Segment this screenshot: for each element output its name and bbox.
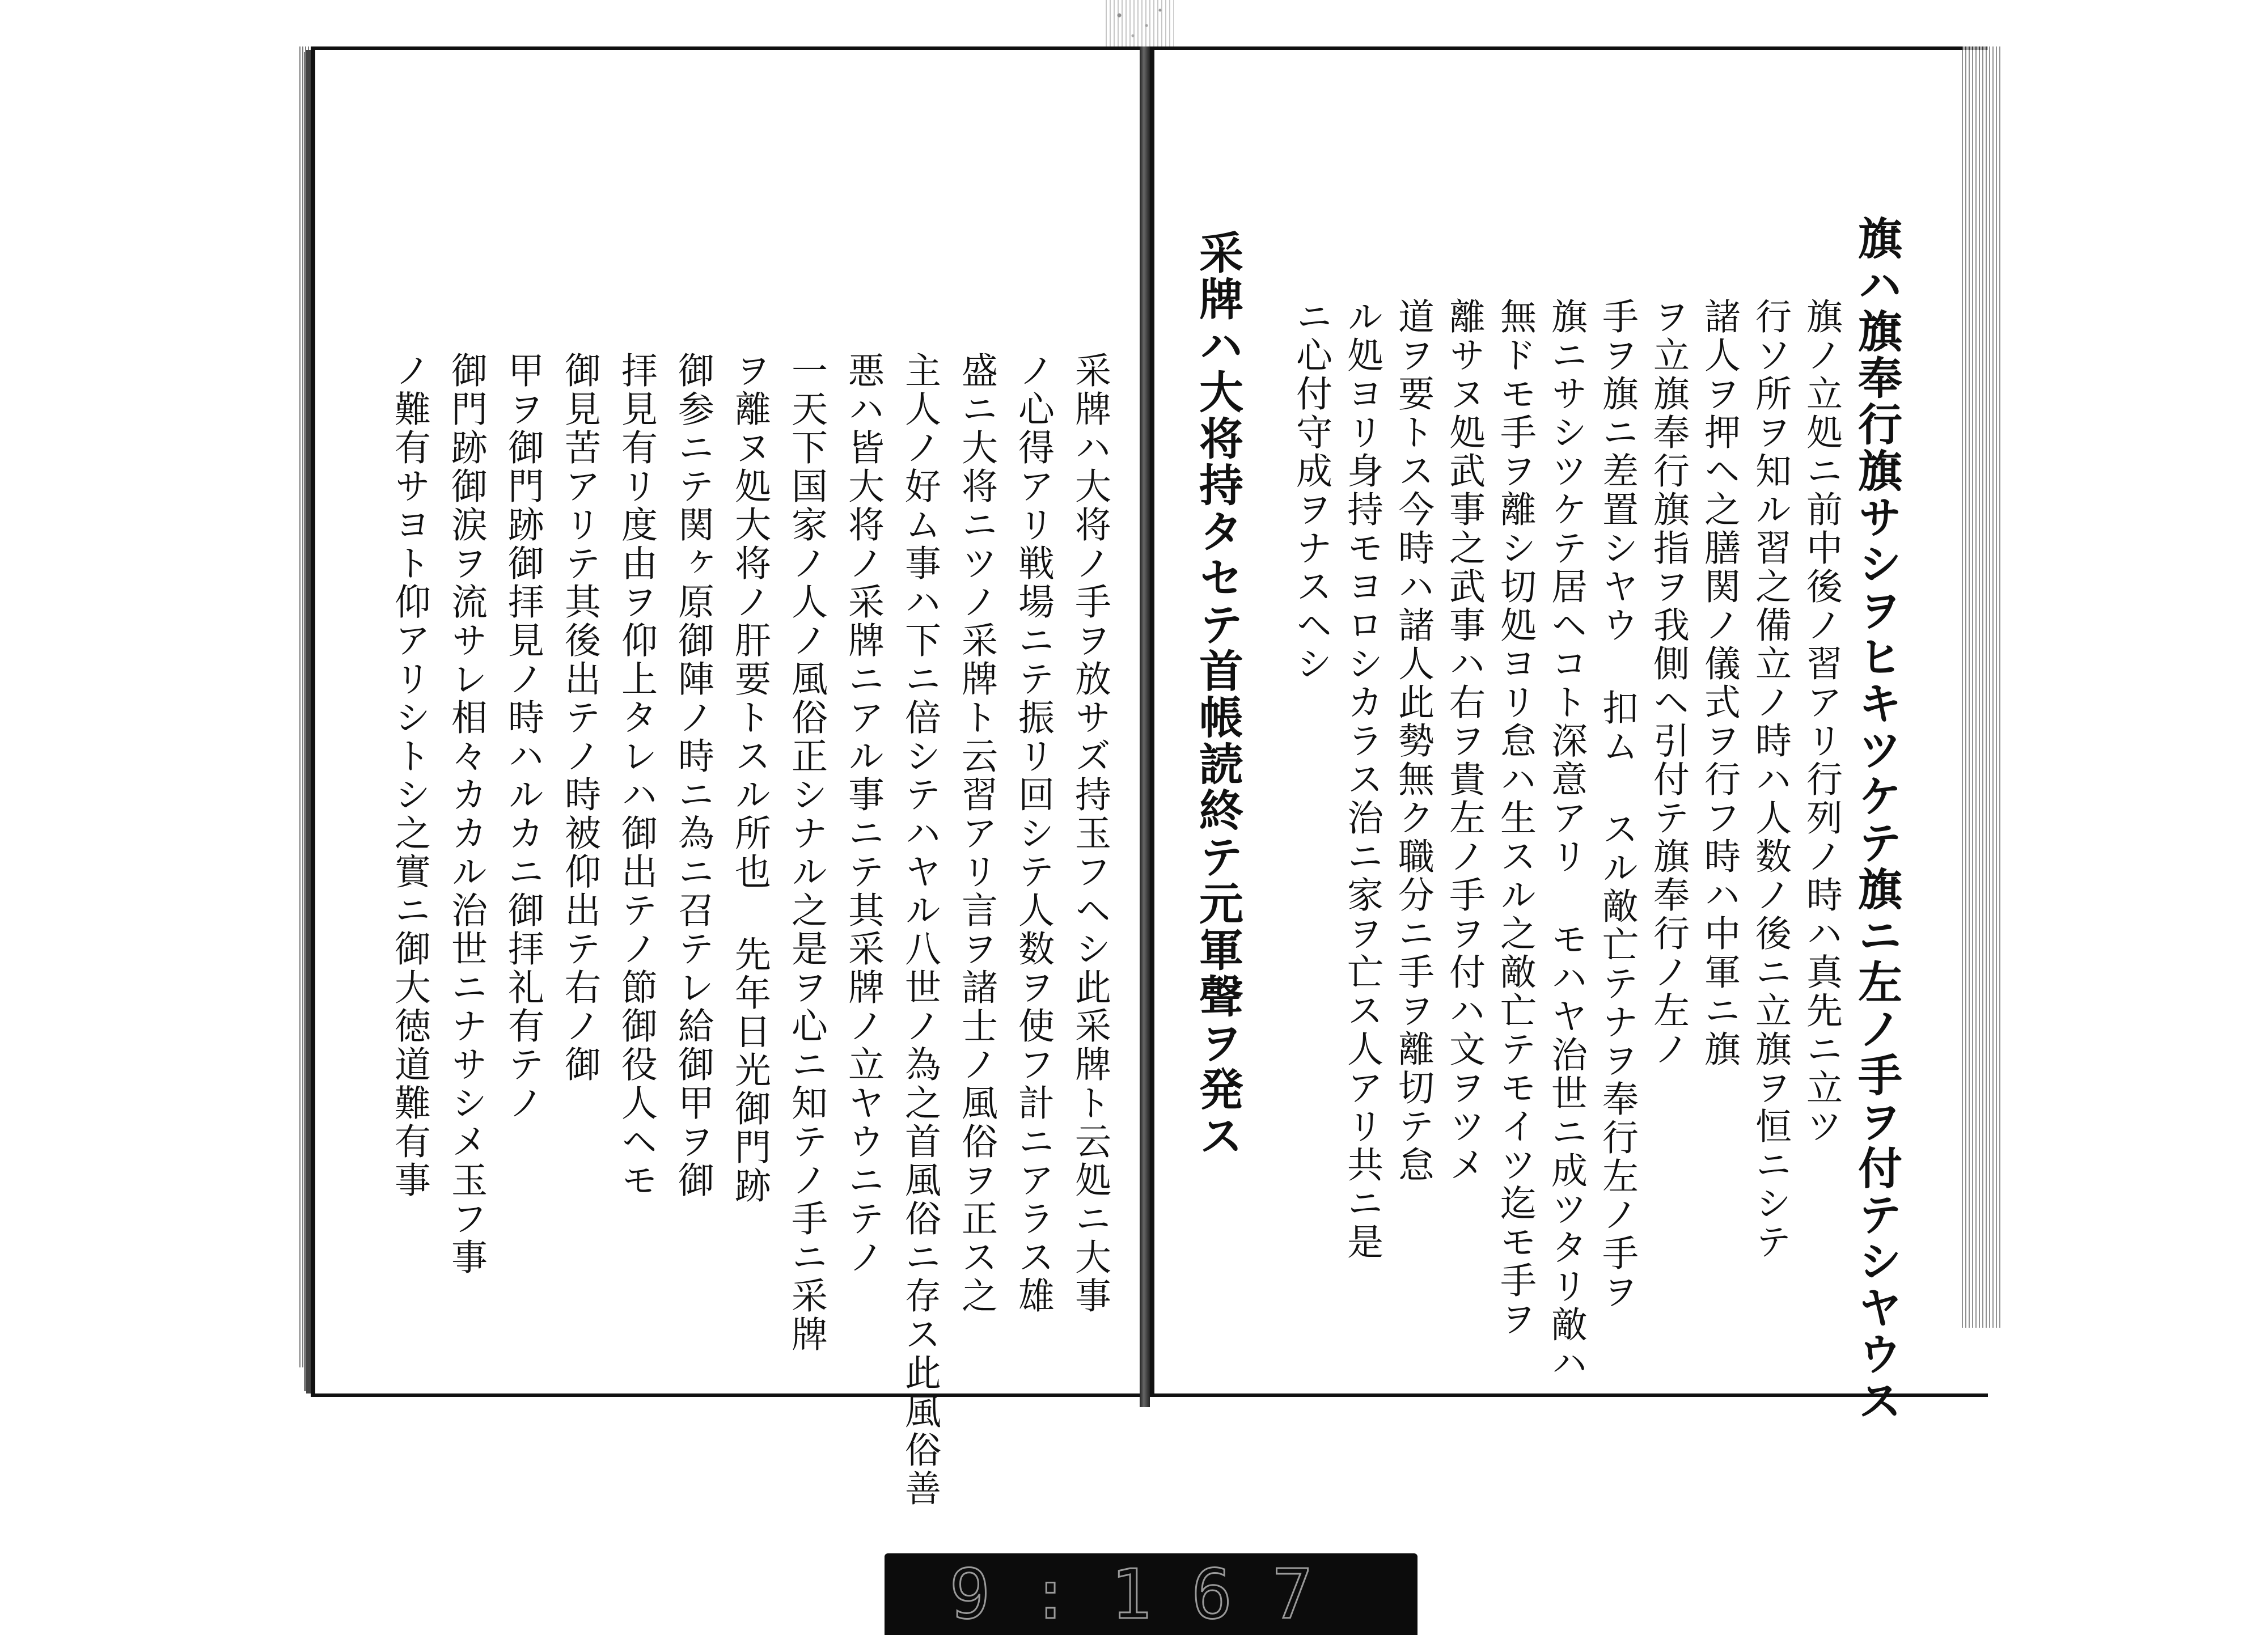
left-page-column-12: 御門跡御涙ヲ流サレ相々カカル治世ニナサシメ玉フ事: [445, 351, 487, 1277]
right-page-column-10: ル処ヨリ身持モヨロシカラス治ニ家ヲ亡ス人アリ共ニ是: [1341, 298, 1383, 1261]
right-page-column-8: 離サヌ処武事之武事ハ右ヲ貴左ノ手ヲ付ハ文ヲツメ: [1443, 298, 1485, 1184]
right-page-column-11: ニ心付守成ヲナスヘシ: [1290, 298, 1332, 683]
left-page-column-3: 盛ニ大将ニツノ采牌ト云習アリ言ヲ諸士ノ風俗ヲ正ス之: [955, 351, 997, 1315]
right-page-column-1: 旗ノ立処ニ前中後ノ習アリ行列ノ時ハ真先ニ立ツ: [1800, 298, 1842, 1146]
left-page-column-9: 拝見有リ度由ヲ仰上タレハ御出テノ節御役人ヘモ: [615, 351, 657, 1200]
right-page-column-6: 旗ニサシツケテ居ヘコト深意アリ モハヤ治世ニ成ツタリ敵ハ: [1545, 298, 1587, 1383]
right-page-column-7: 無ドモ手ヲ離シ切処ヨリ怠ハ生スル之敵亡テモイツ迄モ手ヲ: [1494, 298, 1536, 1339]
left-page-column-5: 悪ハ皆大将ノ采牌ニアル事ニテ其采牌ノ立ヤウニテノ: [842, 351, 884, 1277]
right-page-column-3: 諸人ヲ押ヘ之膳関ノ儀式ヲ行フ時ハ中軍ニ旗: [1698, 298, 1740, 1069]
left-page-column-4: 主人ノ好ム事ハ下ニ倍シテハヤル八世ノ為之首風俗ニ存ス此風俗善: [899, 351, 941, 1508]
left-page-column-13: ノ難有サヨト仰アリシトシ之實ニ御大徳道難有事: [388, 351, 430, 1200]
right-page-closing-column: 采牌ハ大将持タセテ首帳読終テ元軍聲ヲ発ス: [1192, 230, 1243, 1159]
right-page-column-9: 道ヲ要トス今時ハ諸人此勢無ク職分ニ手ヲ離切テ怠: [1392, 298, 1434, 1184]
right-page-column-4: ヲ立旗奉行旗指ヲ我側ヘ引付テ旗奉行ノ左ノ: [1647, 298, 1689, 1069]
right-page-edge-lines: [1962, 46, 2002, 1328]
scan-speckle: [1106, 0, 1174, 51]
left-page-column-2: ノ心得アリ戦場ニテ振リ回シテ人数ヲ使フ計ニアラス雄: [1012, 351, 1054, 1315]
left-page-column-8: 御参ニテ関ヶ原御陣ノ時ニ為ニ召テレ給御甲ヲ御: [672, 351, 714, 1200]
right-page-column-5: 手ヲ旗ニ差置シヤウ 扣ム スル敵亡テナヲ奉行左ノ手ヲ: [1596, 298, 1638, 1311]
left-page-column-11: 甲ヲ御門跡御拝見ノ時ハルカニ御拝礼有テノ: [502, 351, 544, 1123]
frame-number: 9:167: [949, 1555, 1353, 1634]
left-page-column-10: 御見苦アリテ其後出テノ時被仰出テ右ノ御: [558, 351, 600, 1084]
right-page-title-column: 旗ハ旗奉行旗サシヲヒキツケテ旗ニ左ノ手ヲ付テシヤウス: [1851, 215, 1902, 1424]
left-page-column-6: 一天下国家ノ人ノ風俗正シナル之是ヲ心ニ知テノ手ニ采牌: [785, 351, 827, 1354]
right-page-column-2: 行ソ所ヲ知ル習之備立ノ時ハ人数ノ後ニ立旗ヲ恒ニシテ: [1749, 298, 1791, 1261]
book-gutter: [1140, 46, 1150, 1407]
left-page-column-7: ヲ離ヌ処大将ノ肝要トスル所也 先年日光御門跡: [729, 351, 771, 1205]
left-page-column-1: 采牌ハ大将ノ手ヲ放サズ持玉フヘシ此采牌ト云処ニ大事: [1069, 351, 1111, 1315]
